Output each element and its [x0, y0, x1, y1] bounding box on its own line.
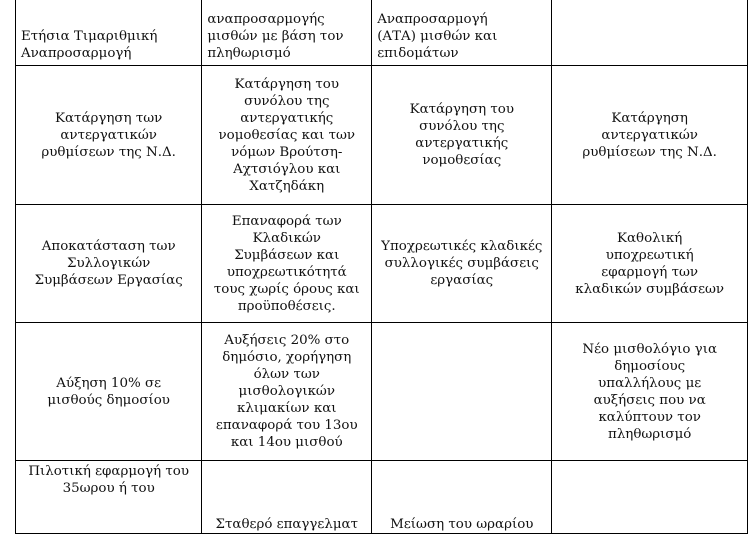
- table-row: [16, 461, 748, 534]
- comparison-table: [15, 0, 748, 534]
- table-cell: αναπροσαρμογής μισθών με βάση τον πληθωρισμό: [202, 0, 372, 66]
- table-row: [16, 205, 748, 323]
- table-cell: Μείωση του ωραρίου: [372, 461, 552, 534]
- table-cell: Νέο μισθολόγιο για δημοσίους υπαλλήλους με αυξήσεις που να καλύπτουν τον πληθωρισμό: [552, 323, 748, 461]
- table-row: [16, 323, 748, 461]
- table-cell: Πιλοτική εφαρμογή του 35ωρου ή του: [16, 461, 202, 534]
- table-row: [16, 0, 748, 66]
- table-cell: Κατάργηση των αντεργατικών ρυθμίσεων της Ν.Δ.: [16, 66, 202, 205]
- table-row: [16, 66, 748, 205]
- table-cell: Αποκατάσταση των Συλλογικών Συμβάσεων Εργασίας: [16, 205, 202, 323]
- table-cell: Καθολική υποχρεωτική εφαρμογή των κλαδικών συμβάσεων: [552, 205, 748, 323]
- table-cell: Αύξηση 10% σε μισθούς δημοσίου: [16, 323, 202, 461]
- table-cell: Αυξήσεις 20% στο δημόσιο, χορήγηση όλων των μισθολογικών κλιμακίων και επαναφορά του 13ου και 14ου μισθού: [202, 323, 372, 461]
- table-cell: [552, 461, 748, 534]
- table-cell: Σταθερό επαγγελματ: [202, 461, 372, 534]
- table-cell: Ετήσια Τιμαριθμική Αναπροσαρμογή: [16, 0, 202, 66]
- table-cell: Αναπροσαρμογή (ΑΤΑ) μισθών και επιδομάτων: [372, 0, 552, 66]
- table-cell: Κατάργηση του συνόλου της αντεργατικής νομοθεσίας και των νόμων Βρούτση- Αχτσιόγλου και Χατζηδάκη: [202, 66, 372, 205]
- table-cell: Κατάργηση του συνόλου της αντεργατικής νομοθεσίας: [372, 66, 552, 205]
- table-cell: Επαναφορά των Κλαδικών Συμβάσεων και υποχρεωτικότητά τους χωρίς όρους και προϋποθέσεις.: [202, 205, 372, 323]
- table-cell: Υποχρεωτικές κλαδικές συλλογικές συμβάσεις εργασίας: [372, 205, 552, 323]
- table-cell: Κατάργηση αντεργατικών ρυθμίσεων της Ν.Δ.: [552, 66, 748, 205]
- table-cell: [372, 323, 552, 461]
- table-cell: [552, 0, 748, 66]
